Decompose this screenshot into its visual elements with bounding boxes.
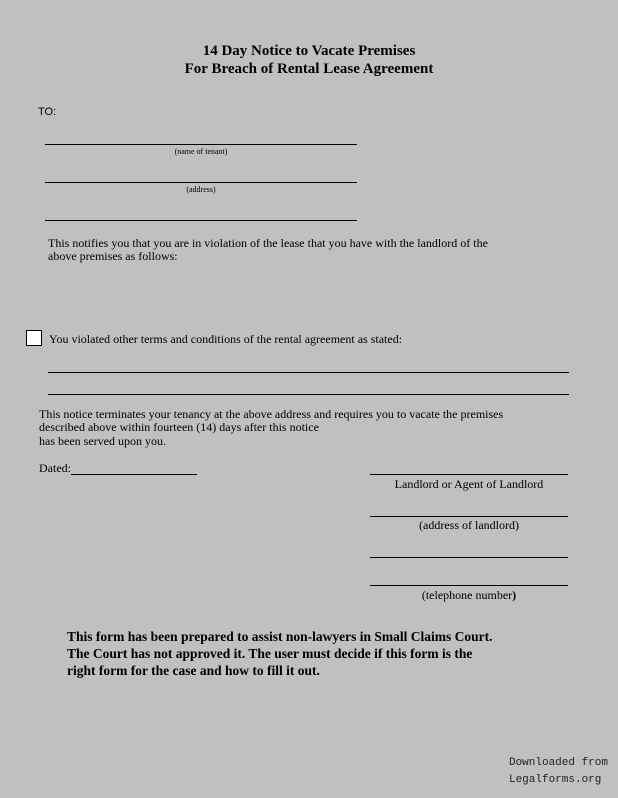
intro-text-line1: This notifies you that you are in violation of the lease that you have with the landlord of the <box>48 236 488 250</box>
landlord-address-label: (address of landlord) <box>419 518 519 532</box>
tenant-name-label: (name of tenant) <box>174 147 228 156</box>
download-watermark <box>509 755 608 789</box>
tenant-address-label: (address) <box>186 185 216 194</box>
landlord-label: Landlord or Agent of Landlord <box>394 477 544 491</box>
watermark-line1: Downloaded from <box>508 757 608 769</box>
violation-statement: You violated other terms and conditions of the rental agreement as stated: <box>49 332 403 346</box>
landlord-address-field-2[interactable] <box>370 557 568 558</box>
disclaimer <box>67 628 547 679</box>
disclaimer-line3: right form for the case and how to fill it out. <box>67 663 320 678</box>
landlord-address-field[interactable] <box>370 516 568 517</box>
dated-label: Dated: <box>39 461 71 475</box>
telephone-label-text: (telephone number <box>421 588 513 602</box>
document-title-line2: For Breach of Rental Lease Agreement <box>184 61 434 77</box>
landlord-signature-field[interactable] <box>370 474 568 475</box>
notice-text-line3: has been served upon you. <box>39 434 166 448</box>
watermark-line2: Legalforms.org <box>508 774 602 786</box>
disclaimer-line1: This form has been prepared to assist non-lawyers in Small Claims Court. <box>67 629 493 644</box>
tenant-address-field[interactable] <box>45 182 357 183</box>
violation-description-line1[interactable] <box>48 372 569 373</box>
telephone-label <box>370 588 568 603</box>
violation-description-line2[interactable] <box>48 394 569 395</box>
tenant-name-field[interactable] <box>45 144 357 145</box>
violation-checkbox[interactable] <box>26 330 42 346</box>
disclaimer-line2: The Court has not approved it. The user must decide if this form is the <box>67 646 473 661</box>
telephone-label-paren: ) <box>512 588 517 602</box>
notice-text-line1: This notice terminates your tenancy at the above address and requires you to vacate the premises <box>39 407 504 421</box>
to-label: TO: <box>38 106 57 118</box>
date-field[interactable] <box>71 474 197 475</box>
notice-text-line2: described above within fourteen (14) days after this notice <box>39 420 319 434</box>
telephone-field[interactable] <box>370 585 568 586</box>
intro-text-line2: above premises as follows: <box>48 249 178 263</box>
tenant-address-field-2[interactable] <box>45 220 357 221</box>
document-title-line1: 14 Day Notice to Vacate Premises <box>202 43 416 59</box>
